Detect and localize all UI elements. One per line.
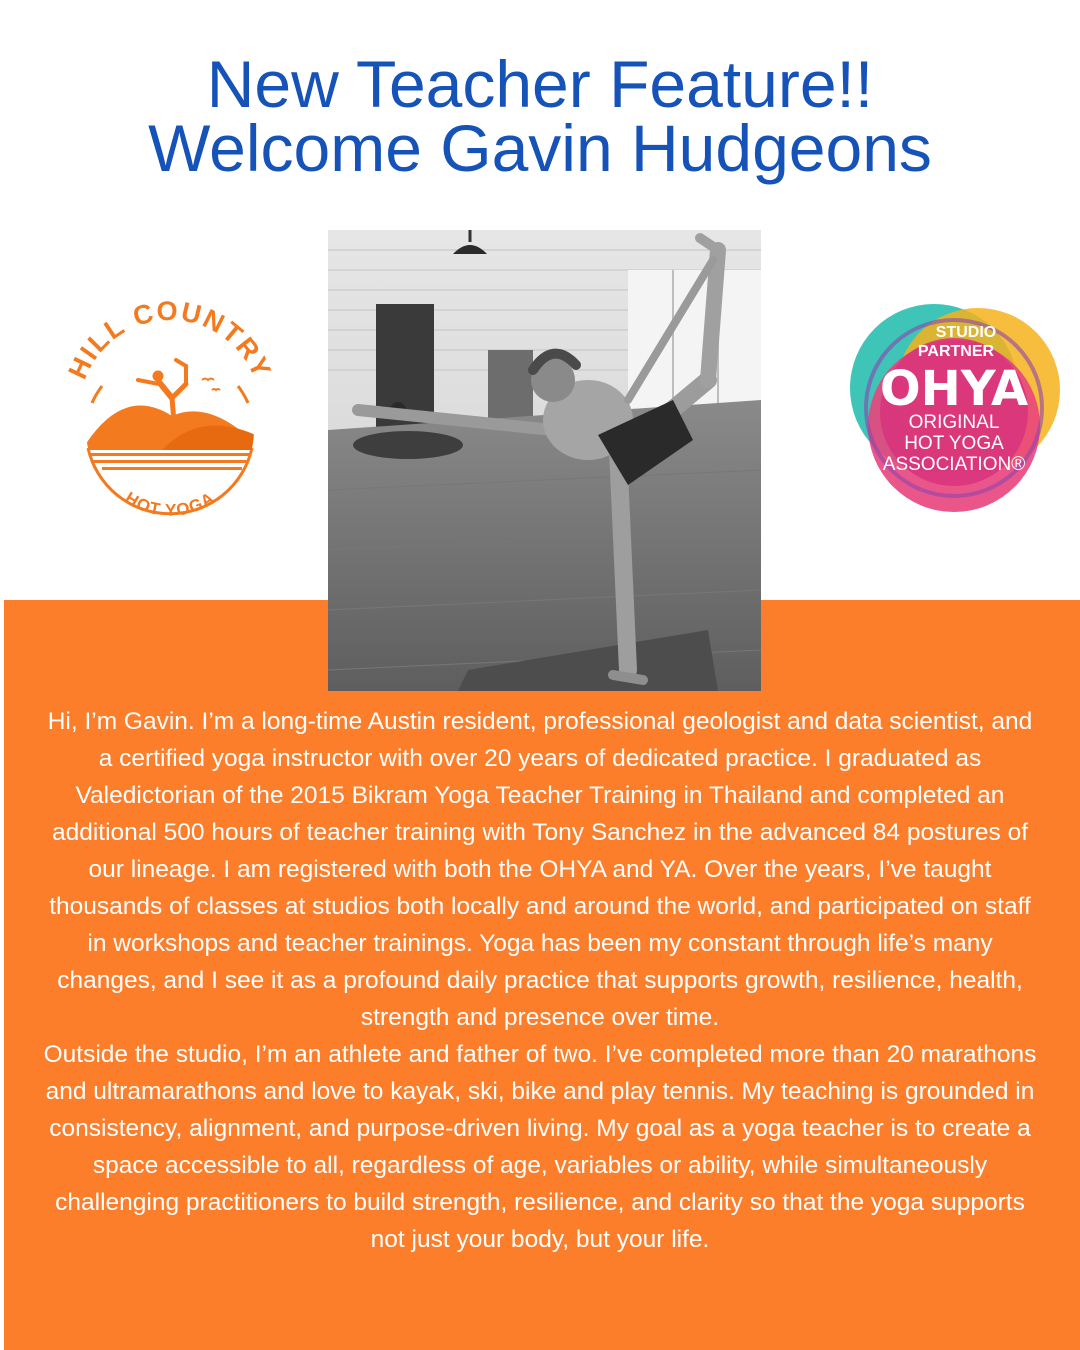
badge-line-original: ORIGINAL	[908, 412, 1000, 433]
hill-country-logo-icon	[62, 298, 278, 524]
svg-text:HILL COUNTRY	[62, 298, 277, 384]
ohya-badge-icon	[846, 300, 1062, 516]
badge-line-hot-yoga: HOT YOGA	[904, 433, 1004, 454]
badge-line-partner: PARTNER	[917, 343, 995, 360]
title-line-2: Welcome Gavin Hudgeons	[148, 111, 932, 185]
logo-arc-text: HILL COUNTRY	[62, 298, 278, 384]
hill-country-logo	[62, 298, 278, 524]
bio-paragraph-1: Hi, I’m Gavin. I’m a long-time Austin resident, professional geologist and data scientist, and a certified yoga instructor with over 20 years of dedicated practice. I graduated as Valedictorian of the 2015 Bikram Yoga Teacher Training in Thailand and completed an additional 500 hours of teacher training with Tony Sanchez in the advanced 84 postures of our lineage. I am registered with both the OHYA and YA. Over the years, I’ve taught thousands of classes at studios both locally and around the world, and participated on staff in workshops and teacher trainings. Yoga has been my constant through life’s many changes, and I see it as a profound daily practice that supports growth, resilience, health, strength and presence over time.	[47, 708, 1033, 1031]
badge-line-studio: STUDIO	[935, 324, 997, 341]
ohya-partner-badge	[846, 300, 1062, 516]
badge-line-association: ASSOCIATION®	[882, 454, 1026, 475]
teacher-photo-image	[328, 230, 761, 691]
badge-brand: OHYA	[879, 361, 1029, 417]
svg-text:HOT YOGA	[122, 488, 219, 520]
teacher-photo	[328, 230, 761, 691]
page-title	[0, 47, 1080, 185]
teacher-bio	[40, 703, 1040, 1258]
title-line-1: New Teacher Feature!!	[206, 47, 874, 121]
logo-sub-text: HOT YOGA	[121, 488, 219, 520]
bio-paragraph-2: Outside the studio, I’m an athlete and father of two. I’ve completed more than 20 marathons and ultramarathons and love to kayak, ski, bike and play tennis. My teaching is grounded in consistency, alignment, and purpose-driven living. My goal as a yoga teacher is to create a space accessible to all, regardless of age, variables or ability, while simultaneously challenging practitioners to build strength, resilience, and clarity so that the yoga supports not just your body, but your life.	[43, 1041, 1037, 1253]
